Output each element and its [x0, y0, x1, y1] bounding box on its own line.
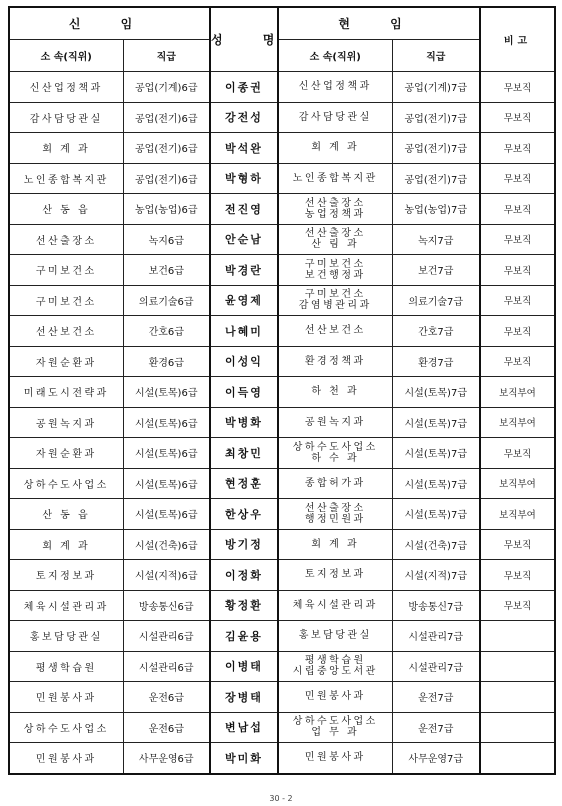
- table-row: [9, 621, 555, 652]
- new-dept: 미래도시전략과: [9, 377, 123, 408]
- current-grade: 농업(농업)7급: [392, 194, 480, 225]
- new-grade: 시설(토목)6급: [123, 499, 210, 530]
- employee-name: 황정환: [210, 590, 278, 621]
- new-grade: 시설(토목)6급: [123, 468, 210, 499]
- current-grade: 시설(토목)7급: [392, 499, 480, 530]
- current-grade: 시설(지적)7급: [392, 560, 480, 591]
- table-row: [9, 407, 555, 438]
- new-dept: 회 계 과: [9, 133, 123, 164]
- current-grade: 시설(토목)7급: [392, 468, 480, 499]
- current-dept: [278, 316, 392, 347]
- current-grade: 시설(토목)7급: [392, 407, 480, 438]
- new-grade: 시설(토목)6급: [123, 407, 210, 438]
- current-grade: 시설(토목)7급: [392, 438, 480, 469]
- current-dept: [278, 224, 392, 255]
- note: 무보직: [480, 255, 555, 286]
- note: 무보직: [480, 285, 555, 316]
- new-grade: 시설관리6급: [123, 651, 210, 682]
- table-row: [9, 651, 555, 682]
- current-dept-line: 보건행정과: [304, 269, 366, 281]
- current-grade: 간호7급: [392, 316, 480, 347]
- current-dept: [278, 194, 392, 225]
- current-dept-line: 선산출장소: [304, 228, 366, 240]
- employee-name: 나혜미: [210, 316, 278, 347]
- header-current-grade: 직급: [392, 40, 480, 72]
- table-row: [9, 499, 555, 530]
- current-dept-line: 회 계 과: [311, 538, 360, 550]
- employee-name: 박석완: [210, 133, 278, 164]
- new-grade: 시설(건축)6급: [123, 529, 210, 560]
- note: 보직부여: [480, 377, 555, 408]
- new-dept: 신산업정책과: [9, 72, 123, 103]
- new-grade: 시설(지적)6급: [123, 560, 210, 591]
- new-dept: 감사담당관실: [9, 102, 123, 133]
- employee-name: 이득영: [210, 377, 278, 408]
- note: 무보직: [480, 529, 555, 560]
- current-dept: [278, 255, 392, 286]
- new-grade: 녹지6급: [123, 224, 210, 255]
- new-dept: 구미보건소: [9, 255, 123, 286]
- current-dept: [278, 621, 392, 652]
- table-row: [9, 194, 555, 225]
- table-row: [9, 377, 555, 408]
- new-dept: 노인종합복지관: [9, 163, 123, 194]
- current-dept: [278, 743, 392, 774]
- new-grade: 공업(전기)6급: [123, 163, 210, 194]
- new-dept: 산 동 읍: [9, 499, 123, 530]
- employee-name: 방기정: [210, 529, 278, 560]
- new-dept: 평생학습원: [9, 651, 123, 682]
- current-dept-line: 하 수 과: [311, 452, 360, 464]
- new-grade: 시설(토목)6급: [123, 438, 210, 469]
- current-dept-line: 민원봉사과: [304, 752, 366, 764]
- header-current-dept: 소 속(직위): [278, 40, 392, 72]
- header-note: 비고: [480, 7, 555, 72]
- current-dept-line: 종합허가과: [304, 477, 366, 489]
- header-new-position: 신 임: [9, 7, 210, 40]
- new-grade: 환경6급: [123, 346, 210, 377]
- current-dept: [278, 682, 392, 713]
- current-dept: [278, 133, 392, 164]
- new-grade: 사무운영6급: [123, 743, 210, 774]
- current-grade: 공업(전기)7급: [392, 133, 480, 164]
- current-dept: [278, 499, 392, 530]
- note: 무보직: [480, 438, 555, 469]
- employee-name: 이정화: [210, 560, 278, 591]
- employee-name: 김윤용: [210, 621, 278, 652]
- table-row: [9, 438, 555, 469]
- current-dept: [278, 163, 392, 194]
- new-dept: 자원순환과: [9, 438, 123, 469]
- employee-name: 박미화: [210, 743, 278, 774]
- new-dept: 체육시설관리과: [9, 590, 123, 621]
- current-dept: [278, 102, 392, 133]
- new-grade: 시설관리6급: [123, 621, 210, 652]
- table-row: [9, 133, 555, 164]
- table-row: [9, 255, 555, 286]
- note: 무보직: [480, 102, 555, 133]
- current-dept-line: 노인종합복지관: [292, 172, 378, 184]
- new-dept: 공원녹지과: [9, 407, 123, 438]
- current-dept-line: 행정민원과: [304, 513, 366, 525]
- new-grade: 공업(기계)6급: [123, 72, 210, 103]
- table-row: [9, 224, 555, 255]
- table-row: [9, 743, 555, 774]
- new-grade: 방송통신6급: [123, 590, 210, 621]
- current-grade: 운전7급: [392, 712, 480, 743]
- new-dept: 상하수도사업소: [9, 468, 123, 499]
- current-dept-line: 홍보담당관실: [298, 630, 372, 642]
- current-dept-line: 토지정보과: [304, 569, 366, 581]
- note: 무보직: [480, 72, 555, 103]
- current-dept-line: 선산출장소: [304, 197, 366, 209]
- current-grade: 시설관리7급: [392, 621, 480, 652]
- personnel-table: [8, 6, 556, 775]
- table-row: [9, 346, 555, 377]
- employee-name: 이성익: [210, 346, 278, 377]
- current-dept: [278, 651, 392, 682]
- table-row: [9, 529, 555, 560]
- current-dept-line: 업 무 과: [311, 727, 360, 739]
- new-dept: 민원봉사과: [9, 743, 123, 774]
- current-dept: [278, 285, 392, 316]
- note: 보직부여: [480, 499, 555, 530]
- current-dept: [278, 438, 392, 469]
- new-dept: 선산출장소: [9, 224, 123, 255]
- employee-name: 박경란: [210, 255, 278, 286]
- current-grade: 공업(전기)7급: [392, 163, 480, 194]
- current-dept: [278, 529, 392, 560]
- table-row: [9, 163, 555, 194]
- employee-name: 변남섭: [210, 712, 278, 743]
- current-grade: 공업(기계)7급: [392, 72, 480, 103]
- employee-name: 한상우: [210, 499, 278, 530]
- note: [480, 682, 555, 713]
- current-dept-line: 선산보건소: [304, 325, 366, 337]
- new-dept: 홍보담당관실: [9, 621, 123, 652]
- note: [480, 743, 555, 774]
- current-dept-line: 상하수도사업소: [292, 441, 378, 453]
- new-dept: 산 동 읍: [9, 194, 123, 225]
- current-dept: [278, 346, 392, 377]
- current-grade: 시설관리7급: [392, 651, 480, 682]
- current-dept-line: 민원봉사과: [304, 691, 366, 703]
- new-grade: 공업(전기)6급: [123, 102, 210, 133]
- current-dept: [278, 407, 392, 438]
- employee-name: 이종권: [210, 72, 278, 103]
- new-grade: 공업(전기)6급: [123, 133, 210, 164]
- employee-name: 강전성: [210, 102, 278, 133]
- current-grade: 운전7급: [392, 682, 480, 713]
- table-row: [9, 102, 555, 133]
- new-dept: 자원순환과: [9, 346, 123, 377]
- current-dept-line: 감염병관리과: [298, 300, 372, 312]
- current-dept: [278, 560, 392, 591]
- current-grade: 방송통신7급: [392, 590, 480, 621]
- new-grade: 간호6급: [123, 316, 210, 347]
- note: 무보직: [480, 133, 555, 164]
- employee-name: 최창민: [210, 438, 278, 469]
- current-dept-line: 시립중앙도서관: [292, 666, 378, 678]
- table-row: [9, 72, 555, 103]
- current-dept-line: 신산업정책과: [298, 81, 372, 93]
- header-new-grade: 직급: [123, 40, 210, 72]
- note: 무보직: [480, 590, 555, 621]
- current-grade: 공업(전기)7급: [392, 102, 480, 133]
- current-dept-line: 평생학습원: [304, 655, 366, 667]
- employee-name: 장병태: [210, 682, 278, 713]
- note: [480, 621, 555, 652]
- new-grade: 보건6급: [123, 255, 210, 286]
- current-grade: 시설(토목)7급: [392, 377, 480, 408]
- new-dept: 구미보건소: [9, 285, 123, 316]
- note: 무보직: [480, 316, 555, 347]
- new-grade: 의료기술6급: [123, 285, 210, 316]
- current-dept-line: 환경정책과: [304, 355, 366, 367]
- table-row: [9, 590, 555, 621]
- current-dept-line: 구미보건소: [304, 289, 366, 301]
- new-dept: 토지정보과: [9, 560, 123, 591]
- current-dept: [278, 468, 392, 499]
- employee-name: 안순남: [210, 224, 278, 255]
- current-grade: 환경7급: [392, 346, 480, 377]
- current-dept-line: 공원녹지과: [304, 416, 366, 428]
- new-grade: 운전6급: [123, 682, 210, 713]
- current-grade: 녹지7급: [392, 224, 480, 255]
- page-number: 30 - 2: [269, 794, 293, 803]
- note: [480, 651, 555, 682]
- new-dept: 회 계 과: [9, 529, 123, 560]
- current-dept-line: 하 천 과: [311, 386, 360, 398]
- table-row: [9, 712, 555, 743]
- note: 무보직: [480, 194, 555, 225]
- table-row: [9, 560, 555, 591]
- employee-name: 박형하: [210, 163, 278, 194]
- header-current-position: 현 임: [278, 7, 480, 40]
- current-dept: [278, 72, 392, 103]
- new-dept: 민원봉사과: [9, 682, 123, 713]
- table-row: [9, 468, 555, 499]
- employee-name: 현정훈: [210, 468, 278, 499]
- table-row: [9, 285, 555, 316]
- current-dept: [278, 590, 392, 621]
- current-dept: [278, 377, 392, 408]
- current-grade: 보건7급: [392, 255, 480, 286]
- note: 무보직: [480, 560, 555, 591]
- current-dept-line: 상하수도사업소: [292, 716, 378, 728]
- header-name: 성 명: [210, 7, 278, 72]
- note: 보직부여: [480, 468, 555, 499]
- note: [480, 712, 555, 743]
- current-grade: 사무운영7급: [392, 743, 480, 774]
- new-grade: 농업(농업)6급: [123, 194, 210, 225]
- current-dept-line: 산 림 과: [311, 239, 360, 251]
- new-dept: 상하수도사업소: [9, 712, 123, 743]
- table-row: [9, 316, 555, 347]
- current-dept-line: 선산출장소: [304, 502, 366, 514]
- new-grade: 운전6급: [123, 712, 210, 743]
- note: 무보직: [480, 163, 555, 194]
- note: 보직부여: [480, 407, 555, 438]
- employee-name: 윤영제: [210, 285, 278, 316]
- current-dept-line: 농업정책과: [304, 208, 366, 220]
- employee-name: 전진영: [210, 194, 278, 225]
- table-row: [9, 682, 555, 713]
- note: 무보직: [480, 224, 555, 255]
- employee-name: 박병화: [210, 407, 278, 438]
- employee-name: 이병태: [210, 651, 278, 682]
- note: 무보직: [480, 346, 555, 377]
- new-grade: 시설(토목)6급: [123, 377, 210, 408]
- current-dept-line: 회 계 과: [311, 142, 360, 154]
- current-dept-line: 구미보건소: [304, 258, 366, 270]
- current-dept: [278, 712, 392, 743]
- new-dept: 선산보건소: [9, 316, 123, 347]
- current-dept-line: 체육시설관리과: [292, 599, 378, 611]
- current-grade: 시설(건축)7급: [392, 529, 480, 560]
- current-dept-line: 감사담당관실: [298, 111, 372, 123]
- current-grade: 의료기술7급: [392, 285, 480, 316]
- header-new-dept: 소 속(직위): [9, 40, 123, 72]
